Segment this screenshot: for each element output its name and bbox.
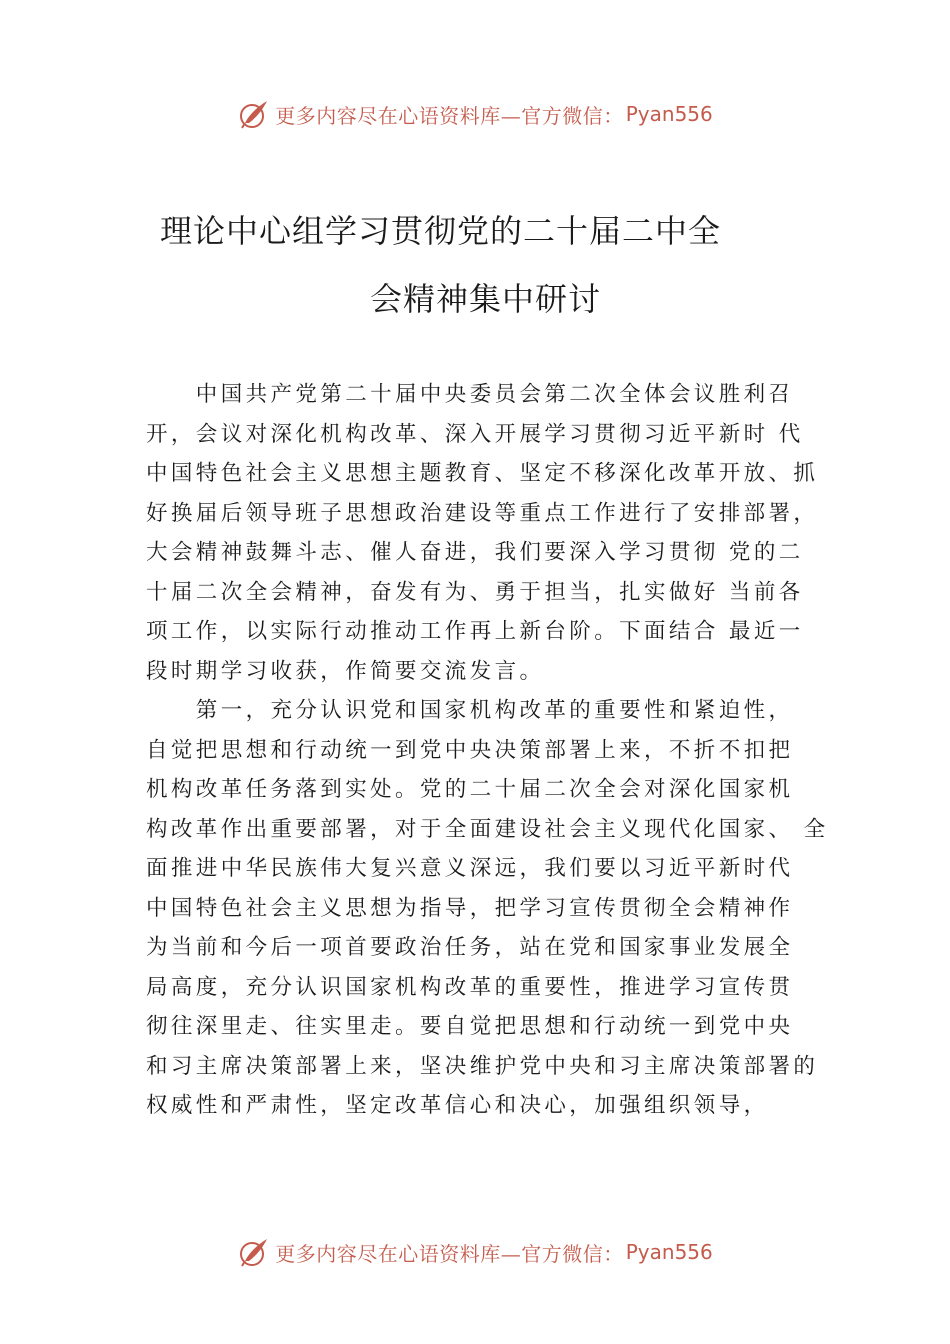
body-line: 好换届后领导班子思想政治建设等重点工作进行了安排部署，: [146, 500, 819, 526]
body-line: 权威性和严肃性，坚定改革信心和决心，加强组织领导，: [146, 1093, 769, 1118]
body-line: 彻往深里走、往实里走。要自觉把思想和行动统一到党中央: [146, 1014, 794, 1039]
body-line: 项工作，以实际行动推动工作再上新台阶。下面结合 最近一: [146, 619, 804, 644]
quill-logo-icon: [237, 97, 271, 131]
watermark-text: 更多内容尽在心语资料库—官方微信：: [275, 1241, 624, 1266]
body-line: 构改革作出重要部署，对于全面建设社会主义现代化国家、 全: [146, 816, 829, 842]
footer-watermark: [0, 1232, 950, 1272]
quill-logo-icon: [237, 1235, 271, 1269]
body-line: 十届二次全会精神，奋发有为、勇于担当，扎实做好 当前各: [146, 579, 804, 605]
body-line: 开，会议对深化机构改革、深入开展学习贯彻习近平新时 代: [146, 421, 804, 447]
header-watermark: [0, 94, 950, 134]
document-title-line-2: 会精神集中研讨: [370, 280, 602, 318]
body-line: 面推进中华民族伟大复兴意义深远，我们要以习近平新时代: [146, 856, 794, 881]
body-line: 段时期学习收获，作简要交流发言。: [146, 658, 545, 684]
document-title-line-1: 理论中心组学习贯彻党的二十届二中全: [160, 212, 722, 250]
body-line: 和习主席决策部署上来，坚决维护党中央和习主席决策部署的: [146, 1053, 819, 1079]
body-line: 大会精神鼓舞斗志、催人奋进，我们要深入学习贯彻 党的二: [146, 540, 804, 565]
document-body: [146, 375, 836, 1126]
body-line: 自觉把思想和行动统一到党中央决策部署上来，不折不扣把: [146, 737, 794, 763]
body-line: 机构改革任务落到实处。党的二十届二次全会对深化国家机: [146, 777, 794, 802]
watermark-text: 更多内容尽在心语资料库—官方微信：: [275, 103, 624, 128]
body-line: 为当前和今后一项首要政治任务，站在党和国家事业发展全: [146, 935, 794, 960]
body-line: 局高度，充分认识国家机构改革的重要性，推进学习宣传贯: [146, 974, 794, 1000]
body-line: 第一，充分认识党和国家机构改革的重要性和紧迫性，: [146, 698, 794, 723]
body-line: 中国共产党第二十届中央委员会第二次全体会议胜利召: [146, 382, 794, 407]
watermark-wechat-id: Pyan556: [625, 1240, 713, 1264]
body-line: 中国特色社会主义思想主题教育、坚定不移深化改革开放、抓: [146, 461, 819, 486]
body-line: 中国特色社会主义思想为指导，把学习宣传贯彻全会精神作: [146, 895, 794, 921]
watermark-wechat-id: Pyan556: [625, 102, 713, 126]
